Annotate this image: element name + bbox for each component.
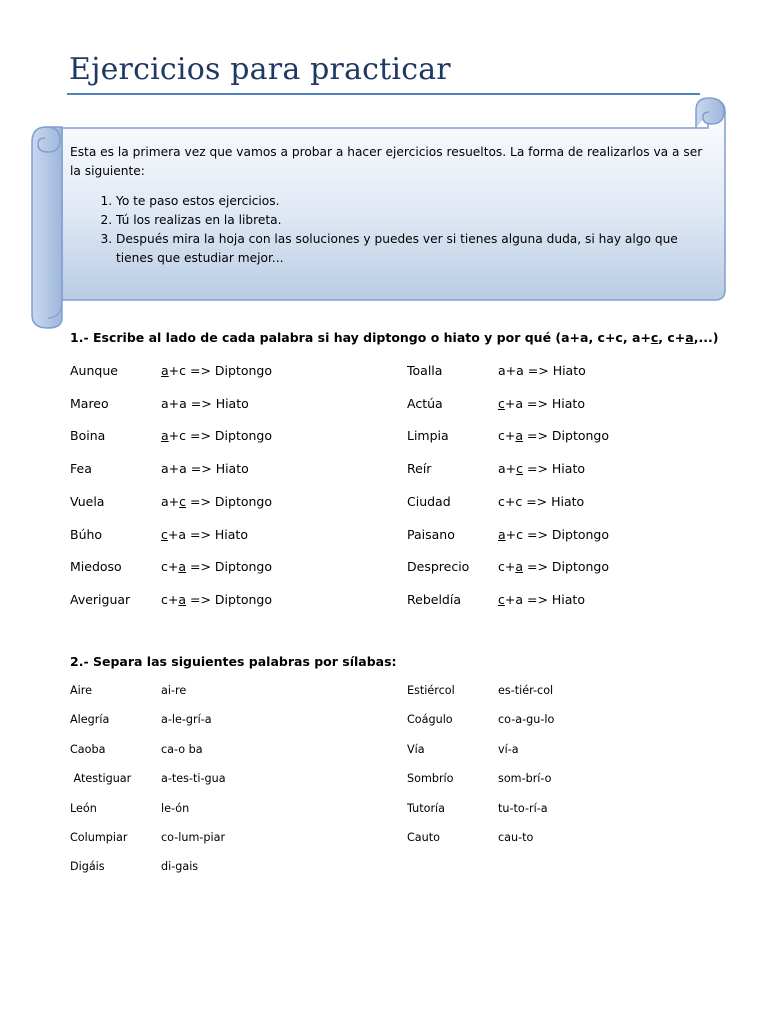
exercise-2-answer-right: co-a-gu-lo xyxy=(498,713,555,727)
exercise-1-answer-right xyxy=(498,460,585,478)
answer-part: c xyxy=(161,526,168,542)
exercise-1-word-left: Boina xyxy=(70,428,106,444)
answer-part: c+ xyxy=(498,559,516,575)
exercise-1-title-part: c xyxy=(650,330,659,345)
exercise-2-answer-left: a-tes-ti-gua xyxy=(161,772,226,786)
exercise-2-word-right: Sombrío xyxy=(407,772,454,786)
exercise-1-word-right: Desprecio xyxy=(407,559,470,575)
answer-part: c+ xyxy=(498,428,516,444)
answer-part: a xyxy=(515,559,524,575)
exercise-1-answer-right xyxy=(498,427,609,445)
answer-part: a xyxy=(161,363,169,378)
answer-part: a xyxy=(161,428,169,444)
answer-part: c xyxy=(498,395,505,411)
exercise-1-answer-left xyxy=(161,395,249,413)
exercise-2-word-right: Coágulo xyxy=(407,713,453,727)
answer-part: +c => Diptongo xyxy=(505,526,609,542)
exercise-2-word-right: Cauto xyxy=(407,831,440,844)
exercise-1-word-left: Averiguar xyxy=(70,591,131,607)
exercise-1-title-part: , c+ xyxy=(658,330,686,345)
exercise-1-word-right: Actúa xyxy=(407,395,443,411)
exercise-2-answer-right: tu-to-rí-a xyxy=(498,801,548,815)
exercise-2-word-right: Tutoría xyxy=(407,801,446,815)
exercise-1-word-right: Limpia xyxy=(407,428,449,444)
exercise-1-title-part: 1.- Escribe al lado de cada palabra si hay diptongo o hiato y por qué (a+a, c+c, a+ xyxy=(70,330,651,345)
answer-part: a xyxy=(498,526,506,542)
exercise-1-word-left: Búho xyxy=(70,526,103,542)
exercise-1-word-left: Mareo xyxy=(70,395,109,411)
answer-part: a+a => Hiato xyxy=(498,363,586,378)
exercise-1-title-part: a xyxy=(685,330,694,345)
exercise-1-answer-right xyxy=(498,362,586,380)
steps-list xyxy=(70,192,710,268)
exercise-2-title: 2.- Separa las siguientes palabras por sílabas: xyxy=(70,654,397,669)
exercise-1-answer-left xyxy=(161,362,272,380)
answer-part: a+a => Hiato xyxy=(161,461,249,477)
exercise-2-word-left: León xyxy=(70,801,97,815)
exercise-2-answer-left: le-ón xyxy=(161,801,190,815)
exercise-1-answer-left xyxy=(161,558,272,576)
exercise-2-word-right: Vía xyxy=(407,742,425,756)
exercise-1-word-left: Fea xyxy=(70,461,92,477)
exercise-2-answer-left: ca-o ba xyxy=(161,742,203,756)
exercise-2-word-left: Alegría xyxy=(70,713,110,727)
answer-part: c xyxy=(498,591,505,607)
exercise-2-answer-right: cau-to xyxy=(498,831,534,844)
answer-part: +a => Hiato xyxy=(504,395,585,411)
exercise-1-word-right: Toalla xyxy=(407,363,443,378)
answer-part: a+a => Hiato xyxy=(161,395,249,411)
exercise-2-word-left: Digáis xyxy=(70,860,105,874)
exercise-1-word-right: Reír xyxy=(407,461,432,477)
exercise-1-answer-left xyxy=(161,493,272,511)
exercise-2-word-right: Estiércol xyxy=(407,684,455,697)
exercise-2-answer-left: ai-re xyxy=(161,684,187,697)
exercise-1-answer-right xyxy=(498,558,609,576)
intro-box xyxy=(70,143,710,268)
exercise-1-word-left: Vuela xyxy=(70,493,105,509)
exercise-1-title-part: ,...) xyxy=(693,330,719,345)
exercise-1-answer-left xyxy=(161,427,272,445)
exercise-2-word-left: Caoba xyxy=(70,742,106,756)
answer-part: c+ xyxy=(161,559,179,575)
exercise-2-word-left: Columpiar xyxy=(70,831,128,844)
answer-part: a xyxy=(178,591,187,607)
answer-part: +a => Hiato xyxy=(504,591,585,607)
answer-part: a+ xyxy=(161,493,180,509)
exercise-1-answer-left xyxy=(161,460,249,478)
answer-part: => Diptongo xyxy=(186,591,273,607)
exercise-1-answer-right xyxy=(498,493,584,511)
answer-part: c+c => Hiato xyxy=(498,493,585,509)
answer-part: c xyxy=(516,461,524,477)
exercise-1-answer-left xyxy=(161,591,272,609)
answer-part: c+ xyxy=(161,591,179,607)
answer-part: +a => Hiato xyxy=(167,526,248,542)
exercise-1-word-right: Rebeldía xyxy=(407,591,461,607)
exercise-1-answer-right xyxy=(498,526,609,544)
exercise-2-answer-left: a-le-grí-a xyxy=(161,713,212,727)
exercise-2-answer-right: es-tiér-col xyxy=(498,684,554,697)
answer-part: => Diptongo xyxy=(186,559,273,575)
answer-part: => Diptongo xyxy=(186,493,272,509)
exercise-1-answer-right xyxy=(498,591,585,609)
answer-part: => Diptongo xyxy=(523,428,610,444)
exercise-2-word-left: Aire xyxy=(70,684,92,697)
exercise-1-word-left: Miedoso xyxy=(70,559,122,575)
answer-part: a+ xyxy=(498,461,517,477)
answer-part: => Diptongo xyxy=(523,559,610,575)
answer-part: => Hiato xyxy=(523,461,585,477)
exercise-2-word-left: Atestiguar xyxy=(70,772,132,786)
answer-part: c xyxy=(179,493,187,509)
step-item: 2. Tú los realizas en la libreta. xyxy=(116,211,710,230)
answer-part: a xyxy=(178,559,187,575)
exercise-1-answer-left xyxy=(161,526,248,544)
page-title: Ejercicios para practicar xyxy=(69,52,451,87)
exercise-1-answer-right xyxy=(498,395,585,413)
answer-part: +c => Diptongo xyxy=(168,428,272,444)
exercise-2-answer-left: co-lum-piar xyxy=(161,831,226,844)
step-item: 3. Después mira la hoja con las soluciones y puedes ver si tienes alguna duda, si hay algo que tienes que estudiar mejor... xyxy=(116,230,710,268)
exercise-2-answer-left: di-gais xyxy=(161,860,199,874)
step-item: 1. Yo te paso estos ejercicios. xyxy=(116,192,710,211)
exercise-1-word-left: Aunque xyxy=(70,363,118,378)
exercise-2-answer-right: ví-a xyxy=(498,742,519,756)
exercise-1-word-right: Paisano xyxy=(407,526,455,542)
exercise-1-title xyxy=(70,330,718,345)
answer-part: a xyxy=(515,428,524,444)
intro-text: Esta es la primera vez que vamos a probar a hacer ejercicios resueltos. La forma de realizarlos va a ser la siguiente: xyxy=(70,145,703,178)
exercise-1-word-right: Ciudad xyxy=(407,493,451,509)
exercise-2-answer-right: som-brí-o xyxy=(498,772,552,786)
answer-part: +c => Diptongo xyxy=(168,363,272,378)
